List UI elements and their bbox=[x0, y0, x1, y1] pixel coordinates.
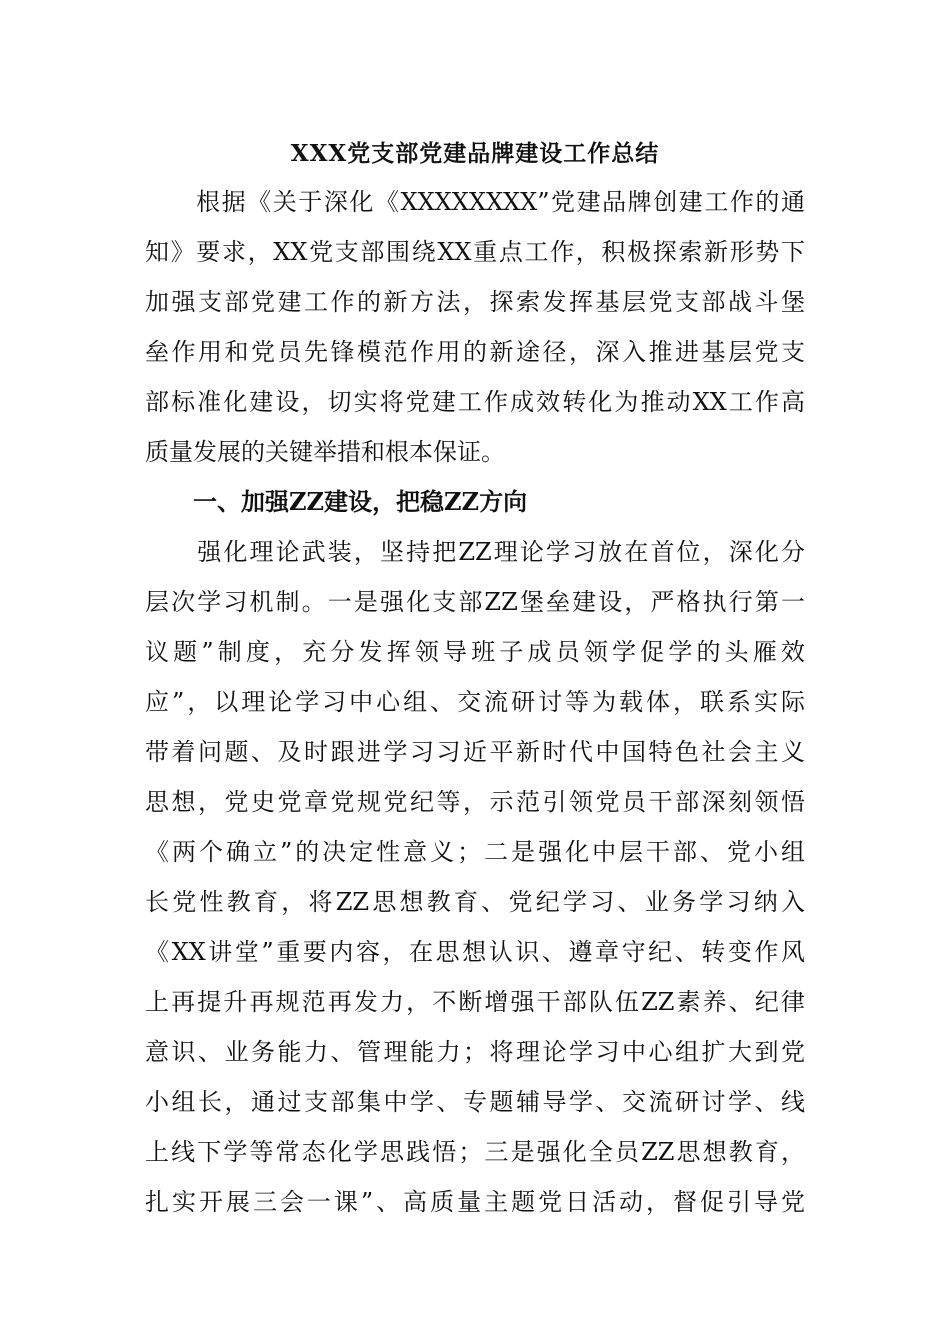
section-line: 应”，以理论学习中心组、交流研讨等为载体，联系实际 bbox=[145, 688, 805, 716]
section-line: 议题”制度，充分发挥领导班子成员领学促学的头雁效 bbox=[145, 638, 805, 666]
intro-line: 垒作用和党员先锋模范作用的新途径，深入推进基层党支 bbox=[145, 338, 805, 366]
section-heading: 一、加强ZZ建设，把稳ZZ方向 bbox=[145, 487, 528, 516]
section-line: 带着问题、及时跟进学习习近平新时代中国特色社会主义 bbox=[145, 738, 805, 766]
section-line: 扎实开展三会一课”、高质量主题党日活动，督促引导党 bbox=[145, 1188, 805, 1216]
section-line: 意识、业务能力、管理能力；将理论学习中心组扩大到党 bbox=[145, 1038, 805, 1066]
document-title: XXX党支部党建品牌建设工作总结 bbox=[290, 140, 660, 167]
section-line: 思想，党史党章党规党纪等，示范引领党员干部深刻领悟 bbox=[145, 788, 805, 816]
section-line: 上线下学等常态化学思践悟；三是强化全员ZZ思想教育， bbox=[145, 1138, 805, 1166]
section-line: 长党性教育，将ZZ思想教育、党纪学习、业务学习纳入 bbox=[145, 888, 805, 916]
intro-line: 知》要求，XX党支部围绕XX重点工作，积极探索新形势下 bbox=[145, 238, 805, 266]
section-line: 层次学习机制。一是强化支部ZZ堡垒建设，严格执行第一 bbox=[145, 588, 805, 616]
section-line: 上再提升再规范再发力，不断增强干部队伍ZZ素养、纪律 bbox=[145, 988, 805, 1016]
section-line: 《XX讲堂”重要内容，在思想认识、遵章守纪、转变作风 bbox=[145, 938, 805, 966]
intro-line: 加强支部党建工作的新方法，探索发挥基层党支部战斗堡 bbox=[145, 288, 805, 316]
section-line: 小组长，通过支部集中学、专题辅导学、交流研讨学、线 bbox=[145, 1088, 805, 1116]
section-line: 《两个确立”的决定性意义；二是强化中层干部、党小组 bbox=[145, 838, 805, 866]
intro-line: 部标准化建设，切实将党建工作成效转化为推动XX工作高 bbox=[145, 388, 805, 416]
section-line: 强化理论武装，坚持把ZZ理论学习放在首位，深化分 bbox=[145, 538, 805, 566]
intro-line: 质量发展的关键举措和根本保证。 bbox=[145, 438, 505, 466]
intro-line: 根据《关于深化《XXXXXXXX”党建品牌创建工作的通 bbox=[145, 188, 805, 216]
